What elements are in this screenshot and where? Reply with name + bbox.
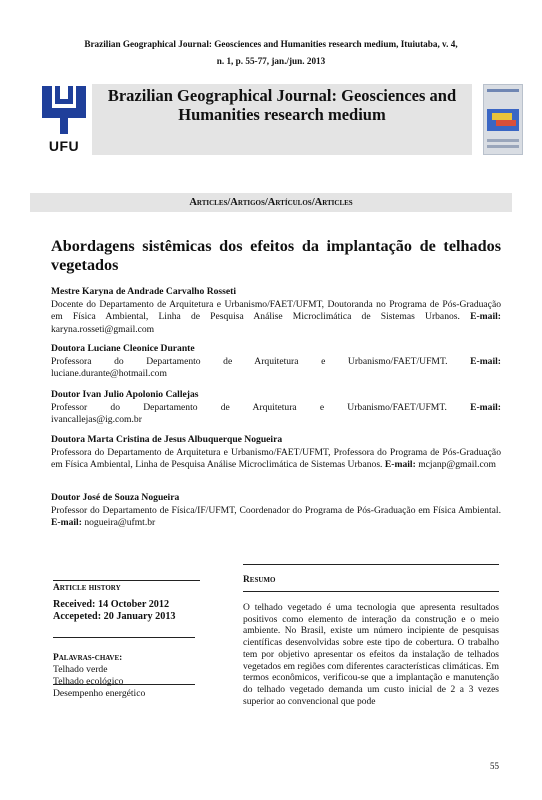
citation-line-2: n. 1, p. 55-77, jan./jun. 2013 bbox=[216, 56, 326, 66]
author-name: Doutora Marta Cristina de Jesus Albuquerque Nogueira bbox=[51, 434, 283, 445]
author-entry bbox=[51, 492, 501, 530]
author-entry bbox=[51, 343, 501, 381]
email-label: E-mail: bbox=[470, 311, 501, 322]
journal-cover-thumbnail bbox=[483, 84, 523, 155]
author-entry bbox=[51, 434, 501, 472]
author-email[interactable]: karyna.rosseti@gmail.com bbox=[51, 323, 155, 335]
keywords-label: Palavras-chave: bbox=[53, 653, 123, 663]
author-entry bbox=[51, 389, 501, 427]
author-affiliation bbox=[51, 447, 501, 472]
article-title: Abordagens sistêmicas dos efeitos da implantação de telhados vegetados bbox=[51, 237, 501, 274]
email-label: E-mail: bbox=[470, 355, 502, 367]
journal-citation bbox=[30, 36, 512, 70]
keywords-block bbox=[53, 652, 203, 700]
affiliation-text: Professora do Departamento de Arquitetura e Urbanismo/FAET/UFMT. bbox=[51, 355, 448, 367]
author-name: Mestre Karyna de Andrade Carvalho Rosseti bbox=[51, 286, 237, 297]
author-entry bbox=[51, 286, 501, 336]
history-bottom-divider bbox=[53, 637, 195, 638]
author-affiliation bbox=[51, 356, 501, 369]
abstract-top-divider bbox=[243, 564, 499, 565]
article-history bbox=[53, 582, 203, 623]
journal-title-box bbox=[92, 84, 472, 155]
affiliation-text: Docente do Departamento de Arquitetura e Urbanismo/FAET/UFMT, Doutoranda no Programa de Pós-Graduação em Física Ambiental, Linha de Pesquisa Análise Microclimática de Sistemas Urbanos. bbox=[51, 298, 501, 322]
affiliation-text: Professor do Departamento de Física/IF/UFMT, Coordenador do Programa de Pós-Graduação em Física Ambiental. bbox=[51, 504, 501, 516]
author-affiliation bbox=[51, 299, 501, 337]
history-top-divider bbox=[53, 580, 200, 581]
abstract-heading-divider bbox=[243, 591, 499, 592]
accepted-date: Accepeted: 20 January 2013 bbox=[53, 611, 176, 622]
author-email[interactable]: luciane.durante@hotmail.com bbox=[51, 368, 167, 379]
author-affiliation bbox=[51, 402, 501, 415]
keyword-item: Telhado verde bbox=[53, 664, 108, 675]
email-label: E-mail: bbox=[384, 459, 416, 470]
logo-text: UFU bbox=[48, 138, 80, 154]
journal-title: Brazilian Geographical Journal: Geosciences and Humanities research medium bbox=[107, 86, 457, 124]
author-affiliation bbox=[51, 505, 501, 530]
history-label: Article history bbox=[53, 583, 121, 593]
affiliation-text: Professor do Departamento de Arquitetura e Urbanismo/FAET/UFMT. bbox=[51, 401, 447, 413]
keyword-item: Desempenho energético bbox=[53, 688, 146, 699]
ufu-emblem-icon bbox=[40, 84, 88, 136]
email-label: E-mail: bbox=[470, 401, 501, 413]
abstract-text: O telhado vegetado é uma tecnologia que apresenta resultados positivos como elemento de interação da construção e o meio ambiente. No Brasil, existe um número incipiente de pesquisas científicas desenvolvidas sobre este tipo de cobertura. O trabalho tem por objetivo apresentar os efeitos da instalação de telhados vegetados em regiões com diferentes características climáticas. Em termos econômicos, verificou-se que a implantação e manutenção do telhado vegetado demanda um custo inicial de 2 a 3 vezes superior ao convencional que pode bbox=[243, 603, 499, 707]
author-email[interactable]: ivancallejas@ig.com.br bbox=[51, 414, 142, 425]
citation-line-1: Brazilian Geographical Journal: Geosciences and Humanities research medium, Ituiutaba, v. 4, bbox=[84, 39, 458, 49]
keyword-item: Telhado ecológico bbox=[53, 676, 124, 687]
received-date: Received: 14 October 2012 bbox=[53, 599, 170, 610]
keywords-bottom-divider bbox=[53, 684, 195, 685]
author-email[interactable]: nogueira@ufmt.br bbox=[84, 517, 156, 528]
page-number: 55 bbox=[490, 761, 499, 771]
abstract-heading: Resumo bbox=[243, 575, 276, 585]
author-name: Doutor Ivan Julio Apolonio Callejas bbox=[51, 389, 199, 400]
ufu-logo bbox=[40, 84, 88, 154]
section-label: Articles/Artigos/Artículos/Articles bbox=[30, 193, 512, 212]
author-email[interactable]: mcjanp@gmail.com bbox=[418, 459, 497, 470]
email-label: E-mail: bbox=[51, 517, 82, 528]
author-name: Doutora Luciane Cleonice Durante bbox=[51, 343, 195, 354]
affiliation-text: Professora do Departamento de Arquitetura e Urbanismo/FAET/UFMT, Professora do Programa de Pós-Graduação em Física Ambiental, Linha de Pesquisa Análise Microclimática de Sistemas Urbanos. bbox=[51, 446, 501, 470]
author-name: Doutor José de Souza Nogueira bbox=[51, 492, 180, 503]
